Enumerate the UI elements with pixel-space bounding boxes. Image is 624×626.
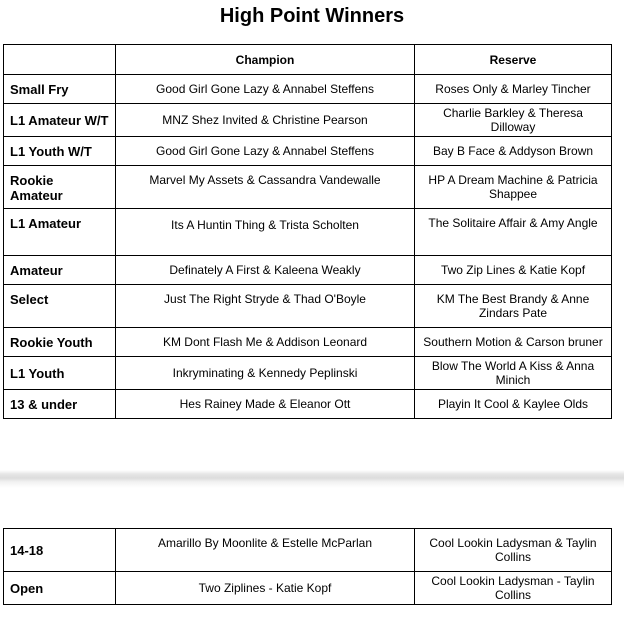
champion-cell: Definately A First & Kaleena Weakly: [116, 256, 415, 285]
champion-cell: Good Girl Gone Lazy & Annabel Steffens: [116, 75, 415, 104]
champion-cell: Good Girl Gone Lazy & Annabel Steffens: [116, 137, 415, 166]
category-cell: 14-18: [4, 529, 116, 572]
category-cell: Small Fry: [4, 75, 116, 104]
reserve-cell: Two Zip Lines & Katie Kopf: [415, 256, 612, 285]
reserve-cell: Charlie Barkley & Theresa Dilloway: [415, 104, 612, 137]
category-cell: Rookie Amateur: [4, 166, 116, 209]
champion-cell: KM Dont Flash Me & Addison Leonard: [116, 328, 415, 357]
table-row: [4, 137, 612, 166]
reserve-cell: KM The Best Brandy & Anne Zindars Pate: [415, 285, 612, 328]
table-row: [4, 357, 612, 390]
page-title: High Point Winners: [219, 5, 405, 27]
category-header: [4, 45, 116, 75]
category-cell: Rookie Youth: [4, 328, 116, 357]
table-row: [4, 166, 612, 209]
table-row: [4, 75, 612, 104]
table-row: [4, 390, 612, 419]
category-cell: L1 Amateur: [4, 209, 116, 256]
champion-cell: Just The Right Stryde & Thad O'Boyle: [116, 285, 415, 328]
reserve-cell: Bay B Face & Addyson Brown: [415, 137, 612, 166]
category-cell: L1 Youth W/T: [4, 137, 116, 166]
category-cell: 13 & under: [4, 390, 116, 419]
reserve-cell: The Solitaire Affair & Amy Angle: [415, 209, 612, 256]
table-row: [4, 285, 612, 328]
category-cell: Amateur: [4, 256, 116, 285]
table-header-row: [4, 45, 612, 75]
champion-cell: Amarillo By Moonlite & Estelle McParlan: [116, 529, 415, 572]
table-row: [4, 256, 612, 285]
champion-header: Champion: [116, 45, 415, 75]
champion-cell: Two Ziplines - Katie Kopf: [116, 572, 415, 605]
category-cell: Select: [4, 285, 116, 328]
table-row: [4, 104, 612, 137]
table-row: [4, 529, 612, 572]
category-cell: Open: [4, 572, 116, 605]
category-cell: L1 Youth: [4, 357, 116, 390]
reserve-header: Reserve: [415, 45, 612, 75]
reserve-cell: Cool Lookin Ladysman & Taylin Collins: [415, 529, 612, 572]
reserve-cell: Roses Only & Marley Tincher: [415, 75, 612, 104]
champion-cell: MNZ Shez Invited & Christine Pearson: [116, 104, 415, 137]
winners-table: [3, 44, 612, 419]
reserve-cell: Cool Lookin Ladysman - Taylin Collins: [415, 572, 612, 605]
reserve-cell: HP A Dream Machine & Patricia Shappee: [415, 166, 612, 209]
champion-cell: Inkryminating & Kennedy Peplinski: [116, 357, 415, 390]
champion-cell: Marvel My Assets & Cassandra Vandewalle: [116, 166, 415, 209]
winners-table-continued: [3, 528, 612, 605]
table-row: [4, 209, 612, 256]
champion-cell: Hes Rainey Made & Eleanor Ott: [116, 390, 415, 419]
reserve-cell: Playin It Cool & Kaylee Olds: [415, 390, 612, 419]
category-cell: L1 Amateur W/T: [4, 104, 116, 137]
table-row: [4, 328, 612, 357]
champion-cell: Its A Huntin Thing & Trista Scholten: [116, 209, 415, 256]
reserve-cell: Southern Motion & Carson bruner: [415, 328, 612, 357]
reserve-cell: Blow The World A Kiss & Anna Minich: [415, 357, 612, 390]
page-break: [0, 460, 624, 518]
table-row: [4, 572, 612, 605]
